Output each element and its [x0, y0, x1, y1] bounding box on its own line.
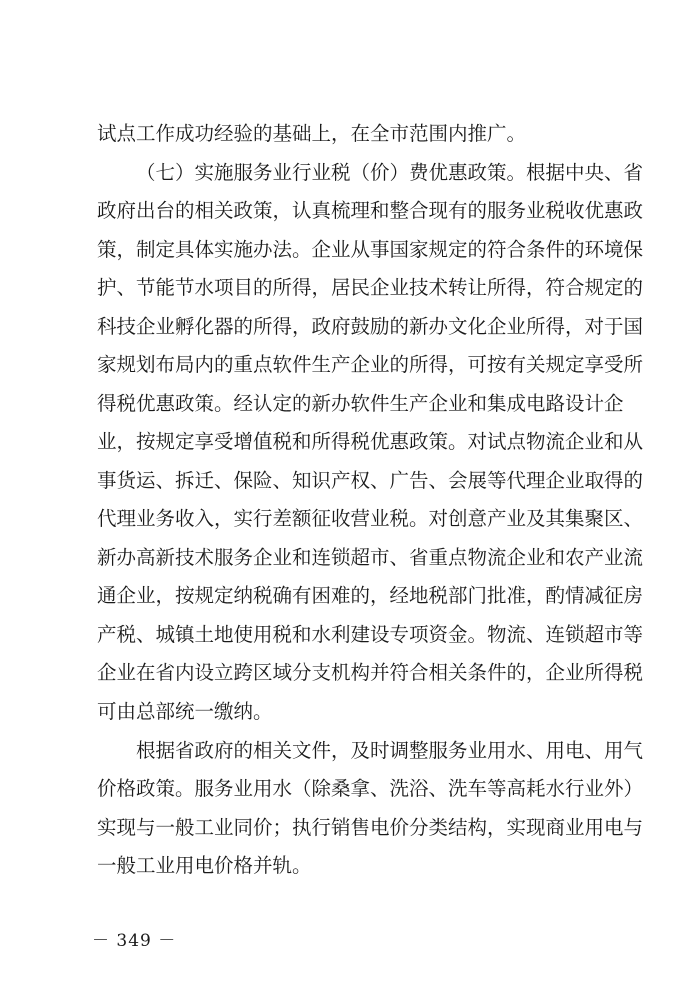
text-line: 根据省政府的相关文件，及时调整服务业用水、用电、用气: [136, 739, 644, 762]
text-line: 政府出台的相关政策，认真梳理和整合现有的服务业税收优惠政: [97, 199, 644, 222]
text-line: 实现与一般工业同价；执行销售电价分类结构，实现商业用电与: [97, 816, 644, 839]
text-line: 业，按规定享受增值税和所得税优惠政策。对试点物流企业和从: [97, 430, 644, 453]
text-line: 家规划布局内的重点软件生产企业的所得，可按有关规定享受所: [97, 353, 644, 376]
page-number: － 349 －: [92, 931, 177, 951]
text-line: 事货运、拆迁、保险、知识产权、广告、会展等代理企业取得的: [97, 469, 644, 492]
text-line: 通企业，按规定纳税确有困难的，经地税部门批准，酌情减征房: [97, 584, 644, 607]
text-line: 价格政策。服务业用水（除桑拿、洗浴、洗车等高耗水行业外）: [97, 777, 644, 800]
text-line: 新办高新技术服务企业和连锁超市、省重点物流企业和农产业流: [97, 546, 644, 569]
text-line: 一般工业用电价格并轨。: [97, 854, 312, 877]
text-line: 科技企业孵化器的所得，政府鼓励的新办文化企业所得，对于国: [97, 315, 644, 338]
text-line: 可由总部统一缴纳。: [97, 700, 273, 723]
text-line: 试点工作成功经验的基础上，在全市范围内推广。: [97, 122, 527, 145]
text-line: 企业在省内设立跨区域分支机构并符合相关条件的，企业所得税: [97, 661, 644, 684]
text-line: 产税、城镇土地使用税和水利建设专项资金。物流、连锁超市等: [97, 623, 644, 646]
text-line: 护、节能节水项目的所得，居民企业技术转让所得，符合规定的: [97, 276, 644, 299]
text-line: 策，制定具体实施办法。企业从事国家规定的符合条件的环境保: [97, 238, 644, 261]
text-line: 代理业务收入，实行差额征收营业税。对创意产业及其集聚区、: [97, 507, 644, 530]
text-line: 得税优惠政策。经认定的新办软件生产企业和集成电路设计企: [97, 392, 624, 415]
text-line: （七）实施服务业行业税（价）费优惠政策。根据中央、省: [136, 161, 644, 184]
